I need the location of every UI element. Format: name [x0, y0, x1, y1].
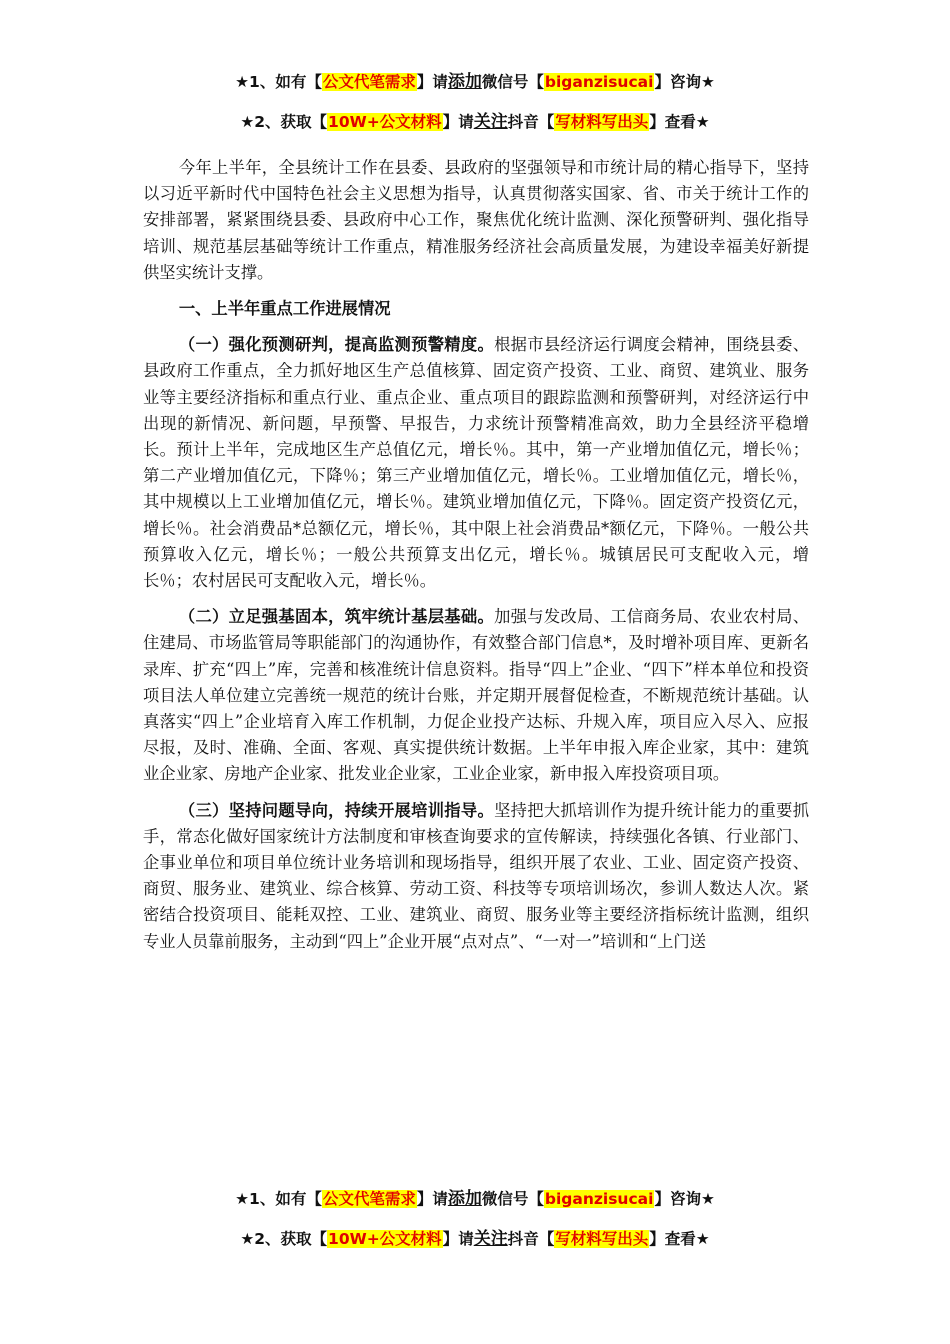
- paragraph-1-lead: （一）强化预测研判，提高监测预警精度。: [178, 335, 495, 355]
- promo-underlined: 关注: [473, 112, 508, 132]
- promo-text: ★2、获取【: [240, 113, 328, 131]
- paragraph-3: [143, 798, 809, 955]
- promo-text: 】请: [442, 1230, 474, 1248]
- paragraph-1: [143, 332, 809, 594]
- promo-text: 】查看★: [649, 1230, 710, 1248]
- promo-highlight: 公文代笔需求: [322, 73, 416, 91]
- paragraph-2-body: 加强与发改局、工信商务局、农业农村局、住建局、市场监管局等职能部门的沟通协作，有效整合部门信息*，及时增补项目库、更新名录库、扩充“四上”库，完善和核准统计信息资料。指导“四上”企业、“四下”样本单位和投资项目法人单位建立完善统一规范的统计台账，并定期开展督促检查，不断规范统计基础。认真落实“四上”企业培育入库工作机制，力促企业投产达标、升规入库，项目应入尽入、应报尽报，及时、准确、全面、客观、真实提供统计数据。上半年申报入库企业家，其中：建筑业企业家、房地产企业家、批发业企业家，工业企业家，新申报入库投资项目项。: [143, 607, 809, 784]
- promo-text: ★1、如有【: [235, 73, 322, 91]
- promo-text: 抖音【: [507, 1230, 555, 1248]
- promo-highlight: 公文代笔需求: [322, 1190, 416, 1208]
- promo-underlined: 添加: [447, 1189, 482, 1209]
- paragraph-2: [143, 604, 809, 787]
- document-body: [143, 155, 809, 955]
- promo-text: ★1、如有【: [235, 1190, 322, 1208]
- paragraph-3-body: 坚持把大抓培训作为提升统计能力的重要抓手，常态化做好国家统计方法制度和审核查询要求的宣传解读，持续强化各镇、行业部门、企事业单位和项目单位统计业务培训和现场指导，组织开展了农业、工业、固定资产投资、商贸、服务业、建筑业、综合核算、劳动工资、科技等专项培训场次，参训人数达人次。紧密结合投资项目、能耗双控、工业、建筑业、商贸、服务业等主要经济指标统计监测，组织专业人员靠前服务，主动到“四上”企业开展“点对点”、“一对一”培训和“上门送: [143, 800, 809, 951]
- section-heading: 一、上半年重点工作进展情况: [178, 299, 391, 319]
- promo-text: 微信号【: [481, 1190, 544, 1208]
- paragraph-1-body: 根据市县经济运行调度会精神，围绕县委、县政府工作重点，全力抓好地区生产总值核算、固定资产投资、工业、商贸、建筑业、服务业等主要经济指标和重点行业、重点企业、重点项目的跟踪监测和预警研判，对经济运行中出现的新情况、新问题，早预警、早报告，力求统计预警精准高效，助力全县经济平稳增长。预计上半年，完成地区生产总值亿元，增长％。其中，第一产业增加值亿元，增长％；第二产业增加值亿元，下降％；第三产业增加值亿元，增长％。工业增加值亿元，增长％，其中规模以上工业增加值亿元，增长％。建筑业增加值亿元，下降％。固定资产投资亿元，增长％。社会消费品*总额亿元，增长％，其中限上社会消费品*额亿元，下降％。一般公共预算收入亿元，增长％；一般公共预算支出亿元，增长％。城镇居民可支配收入元，增长％；农村居民可支配收入元，增长％。: [143, 335, 809, 591]
- promo-highlight: 10W+公文材料: [328, 113, 442, 131]
- intro-paragraph: 今年上半年，全县统计工作在县委、县政府的坚强领导和市统计局的精心指导下，坚持以习近平新时代中国特色社会主义思想为指导，认真贯彻落实国家、省、市关于统计工作的安排部署，紧紧围绕县委、县政府中心工作，聚焦优化统计监测、深化预警研判、强化指导培训、规范基层基础等统计工作重点，精准服务经济社会高质量发展，为建设幸福美好新提供坚实统计支撑。: [143, 158, 809, 282]
- promo-highlight: 写材料写出头: [555, 113, 649, 131]
- promo-text: 】请: [416, 1190, 448, 1208]
- promo-text: 】咨询★: [654, 73, 715, 91]
- promo-text: 】请: [416, 73, 448, 91]
- promo-text: 微信号【: [481, 73, 544, 91]
- promo-text: 】查看★: [649, 113, 710, 131]
- promo-underlined: 关注: [473, 1229, 508, 1249]
- promo-highlight: 写材料写出头: [555, 1230, 649, 1248]
- paragraph-2-lead: （二）立足强基固本，筑牢统计基层基础。: [178, 607, 495, 627]
- promo-highlight: biganzisucai: [544, 1190, 654, 1208]
- promo-highlight: 10W+公文材料: [328, 1230, 442, 1248]
- promo-text: 】咨询★: [654, 1190, 715, 1208]
- promo-text: 】请: [442, 113, 474, 131]
- promo-line-bottom-1: [0, 1186, 950, 1212]
- promo-line-top-2: [0, 109, 950, 135]
- promo-underlined: 添加: [447, 72, 482, 92]
- promo-text: 抖音【: [507, 113, 555, 131]
- promo-line-top-1: [0, 69, 950, 95]
- promo-line-bottom-2: [0, 1226, 950, 1252]
- paragraph-3-lead: （三）坚持问题导向，持续开展培训指导。: [178, 800, 495, 820]
- promo-text: ★2、获取【: [240, 1230, 328, 1248]
- promo-highlight: biganzisucai: [544, 73, 654, 91]
